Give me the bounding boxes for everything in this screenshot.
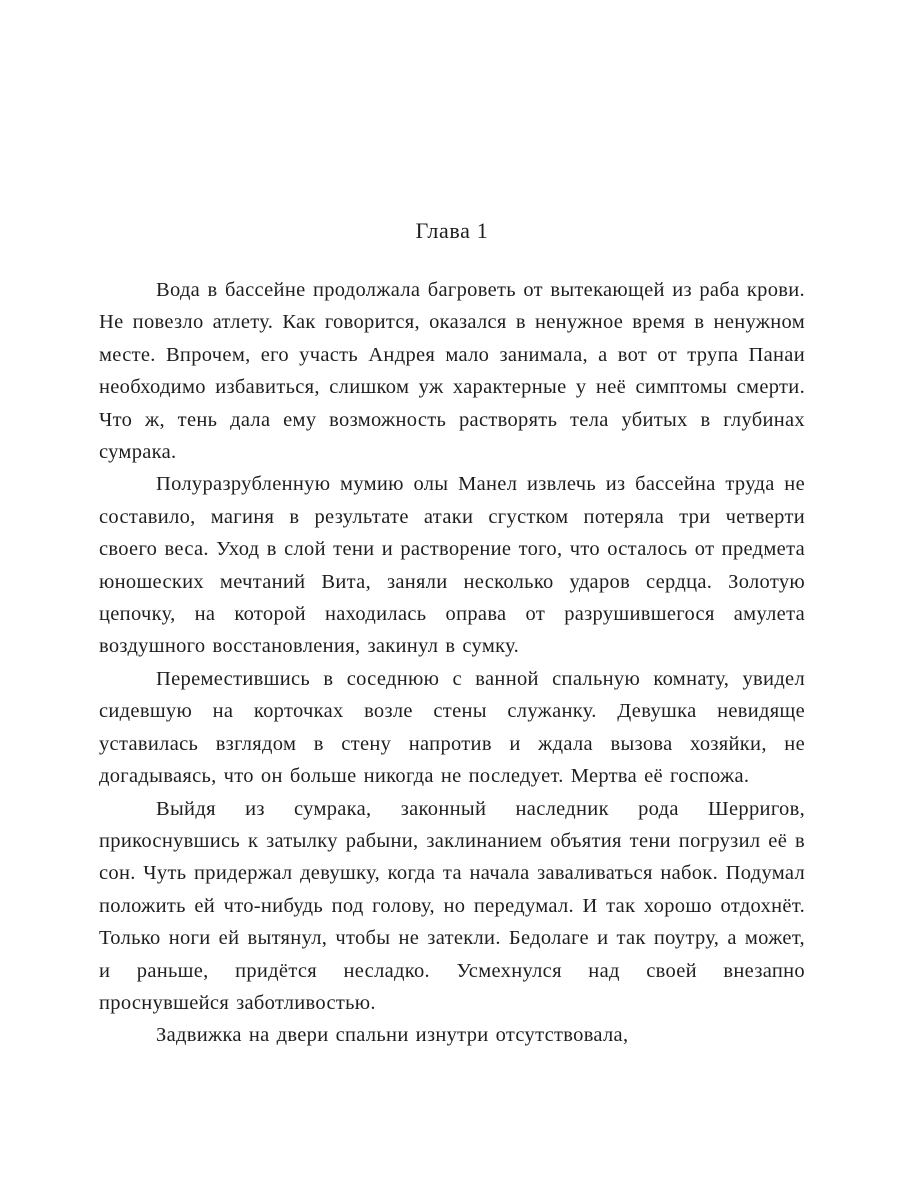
body-text: [99, 274, 805, 1052]
paragraph: Выйдя из сумрака, законный наследник рода Шерригов, прикоснувшись к затылку рабыни, заклинанием объятия тени погрузил её в сон. Чуть придержал девушку, когда та начала заваливаться набок. Подумал положить ей что-нибудь под голову, но передумал. И так хорошо отдохнёт. Только ноги ей вытянул, чтобы не затекли. Бедолаге и так поутру, а может, и раньше, придётся несладко. Усмехнулся над своей внезапно проснувшейся заботливостью.: [99, 797, 805, 1014]
paragraph: Задвижка на двери спальни изнутри отсутствовала,: [156, 1024, 629, 1047]
paragraph: Полуразрубленную мумию олы Манел извлечь из бассейна труда не составило, магиня в результате атаки сгустком потеряла три четверти своего веса. Уход в слой тени и растворение того, что осталось от предмета юношеских мечтаний Вита, заняли несколько ударов сердца. Золотую цепочку, на которой находилась оправа от разрушившегося амулета воздушного восстановления, закинул в сумку.: [99, 473, 805, 658]
paragraph: Вода в бассейне продолжала багроветь от вытекающей из раба крови. Не повезло атлету. Как говорится, оказался в ненужное время в ненужном месте. Впрочем, его участь Андрея мало занимала, а вот от трупа Панаи необходимо избавиться, слишком уж характерные у неё симптомы смерти. Что ж, тень дала ему возможность растворять тела убитых в глубинах сумрака.: [99, 279, 805, 464]
chapter-title: Глава 1: [415, 218, 489, 243]
paragraph: Переместившись в соседнюю с ванной спальную комнату, увидел сидевшую на корточках возле стены служанку. Девушка невидяще уставилась взглядом в стену напротив и ждала вызова хозяйки, не догадываясь, что он больше никогда не последует. Мертва её госпожа.: [99, 667, 805, 788]
